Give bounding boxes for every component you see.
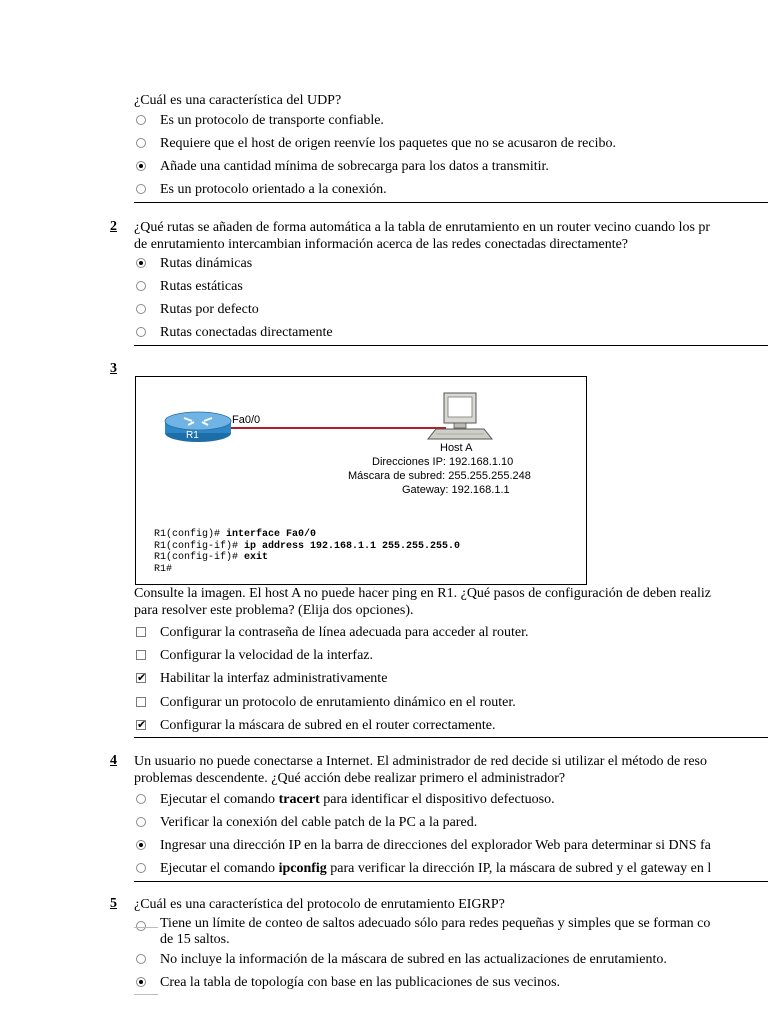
- divider: [134, 927, 158, 928]
- divider: [134, 737, 768, 738]
- radio-button-selected[interactable]: [136, 161, 146, 171]
- radio-button[interactable]: [136, 921, 146, 931]
- option-label: [160, 860, 711, 877]
- option-label: Configurar la máscara de subred en el router correctamente.: [160, 718, 496, 733]
- cli-output: [154, 529, 460, 575]
- question-number: 3: [110, 361, 117, 376]
- divider: [134, 202, 768, 203]
- radio-button-selected[interactable]: [136, 977, 146, 987]
- question-4-text-line1: Un usuario no puede conectarse a Internet. El administrador de red decide si utilizar el método de reso: [134, 754, 708, 769]
- question-4-text-line2: problemas descendente. ¿Qué acción debe realizar primero el administrador?: [134, 771, 566, 786]
- radio-button[interactable]: [136, 863, 146, 873]
- checkbox-checked[interactable]: [136, 673, 146, 683]
- checkbox[interactable]: [136, 697, 146, 707]
- option-label: Configurar la contraseña de línea adecuada para acceder al router.: [160, 625, 529, 640]
- option-label: Es un protocolo orientado a la conexión.: [160, 182, 387, 197]
- radio-button[interactable]: [136, 817, 146, 827]
- network-diagram-figure: [135, 376, 587, 585]
- radio-button[interactable]: [136, 115, 146, 125]
- option-label: Crea la tabla de topología con base en las publicaciones de sus vecinos.: [160, 975, 561, 990]
- option-label: Rutas conectadas directamente: [160, 325, 333, 340]
- checkbox[interactable]: [136, 650, 146, 660]
- question-5-text: ¿Cuál es una característica del protocolo de enrutamiento EIGRP?: [134, 897, 505, 912]
- option-label: Verificar la conexión del cable patch de la PC a la pared.: [160, 815, 478, 830]
- cli-prompt: R1(config)#: [154, 529, 227, 540]
- option-label: Ingresar una dirección IP en la barra de direcciones del explorador Web para determinar si DNS fa: [160, 838, 711, 853]
- radio-button-selected[interactable]: [136, 840, 146, 850]
- checkbox-checked[interactable]: [136, 720, 146, 730]
- checkbox[interactable]: [136, 627, 146, 637]
- question-number: 2: [110, 219, 117, 234]
- option-label: Rutas por defecto: [160, 302, 259, 317]
- cli-command: interface Fa0/0: [226, 529, 317, 540]
- divider: [134, 345, 768, 346]
- question-3-text-line2: para resolver este problema? (Elija dos opciones).: [134, 603, 414, 618]
- divider: [134, 994, 158, 995]
- command-name: tracert: [278, 792, 320, 807]
- host-mask: Máscara de subred: 255.255.255.248: [348, 470, 531, 482]
- question-2-text-line1: ¿Qué rutas se añaden de forma automática a la tabla de enrutamiento en un router vecino cuando los pr: [134, 220, 711, 235]
- option-text: para verificar la dirección IP, la máscara de subred y el gateway en l: [326, 861, 712, 876]
- option-label: Es un protocolo de transporte confiable.: [160, 113, 384, 128]
- host-gateway: Gateway: 192.168.1.1: [402, 484, 510, 496]
- question-2-text-line2: de enrutamiento intercambian información acerca de las redes conectadas directamente?: [134, 237, 629, 252]
- computer-icon: [428, 393, 492, 439]
- host-ip: Direcciones IP: 192.168.1.10: [372, 456, 514, 468]
- option-label: Requiere que el host de origen reenvíe los paquetes que no se acusaron de recibo.: [160, 136, 616, 151]
- radio-button[interactable]: [136, 138, 146, 148]
- radio-button[interactable]: [136, 184, 146, 194]
- option-label: Añade una cantidad mínima de sobrecarga para los datos a transmitir.: [160, 159, 549, 174]
- radio-button[interactable]: [136, 954, 146, 964]
- option-text: Ejecutar el comando: [160, 861, 279, 876]
- interface-label: Fa0/0: [232, 414, 261, 426]
- option-label: Configurar la velocidad de la interfaz.: [160, 648, 374, 663]
- divider: [134, 881, 768, 882]
- command-name: ipconfig: [278, 861, 327, 876]
- option-label: Rutas dinámicas: [160, 256, 253, 271]
- cli-prompt: R1(config-if)#: [154, 552, 245, 563]
- question-1-text: ¿Cuál es una característica del UDP?: [134, 93, 342, 108]
- option-label: Configurar un protocolo de enrutamiento dinámico en el router.: [160, 695, 516, 710]
- topology-svg: [136, 377, 585, 527]
- cli-prompt: R1(config-if)#: [154, 540, 245, 552]
- radio-button[interactable]: [136, 304, 146, 314]
- option-label: Rutas estáticas: [160, 279, 243, 294]
- radio-button[interactable]: [136, 794, 146, 804]
- radio-button-selected[interactable]: [136, 258, 146, 268]
- radio-button[interactable]: [136, 327, 146, 337]
- cli-prompt: R1#: [154, 563, 173, 575]
- router-label: R1: [186, 430, 199, 441]
- question-3-text-line1: Consulte la imagen. El host A no puede hacer ping en R1. ¿Qué pasos de configuración de deben realiz: [134, 586, 711, 601]
- question-number: 4: [110, 753, 117, 768]
- option-label: No incluye la información de la máscara de subred en las actualizaciones de enrutamiento.: [160, 952, 667, 967]
- option-text: Ejecutar el comando: [160, 792, 279, 807]
- option-label: [160, 791, 555, 808]
- host-label: Host A: [440, 442, 473, 454]
- cli-command: exit: [244, 552, 269, 563]
- question-number: 5: [110, 896, 117, 911]
- option-text: para identificar el dispositivo defectuoso.: [319, 792, 555, 807]
- option-label: Habilitar la interfaz administrativamente: [160, 671, 388, 686]
- radio-button[interactable]: [136, 281, 146, 291]
- option-label: Tiene un límite de conteo de saltos adecuado sólo para redes pequeñas y simples que se forman co: [160, 916, 711, 931]
- option-label-line2: de 15 saltos.: [160, 932, 230, 947]
- cli-command: ip address 192.168.1.1 255.255.255.0: [244, 540, 461, 552]
